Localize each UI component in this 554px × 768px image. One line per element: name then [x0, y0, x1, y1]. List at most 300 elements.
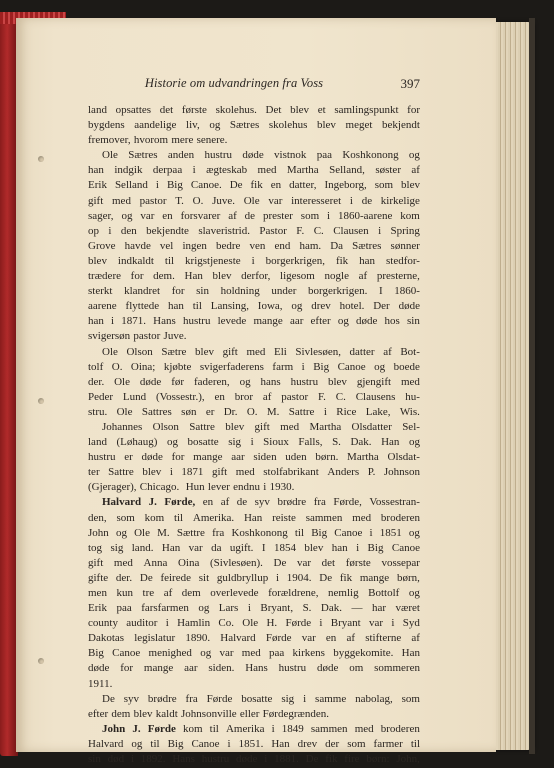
word: som: [300, 209, 320, 222]
word: Ole: [102, 149, 118, 162]
text-line: [88, 526, 420, 541]
text-line: [88, 616, 420, 631]
word: en: [325, 632, 337, 645]
word: kirkelige: [380, 194, 420, 207]
word: guldbryllup: [216, 571, 269, 584]
word: i: [303, 692, 307, 705]
word: i: [227, 737, 231, 750]
word: nogle: [324, 270, 349, 283]
word: og: [115, 526, 127, 539]
word: i: [111, 315, 115, 328]
word: blev: [304, 541, 324, 554]
word: interesseret: [291, 194, 342, 207]
word: Juve.: [212, 194, 235, 207]
word: Han: [401, 647, 420, 660]
word: Big: [313, 360, 330, 373]
word: han: [359, 254, 376, 267]
word: Han: [381, 436, 400, 449]
word: i: [301, 360, 305, 373]
word: John,: [396, 753, 420, 766]
word: under: [271, 285, 297, 298]
word: Grove: [88, 239, 116, 252]
text-line: [88, 103, 420, 118]
word: nabolag,: [355, 692, 393, 705]
word: 1890.: [185, 632, 211, 645]
word: Han: [184, 270, 203, 283]
word: De: [319, 571, 333, 584]
word: Selland,: [329, 164, 365, 177]
word: til: [173, 511, 184, 524]
word: og: [209, 119, 221, 132]
word: De: [102, 692, 115, 705]
word: Eli: [273, 345, 287, 358]
bold-word: Førde: [147, 722, 176, 735]
binding-hole: [38, 658, 44, 664]
word: hustru: [278, 662, 307, 675]
word: bosatte: [187, 436, 219, 449]
word: indgik: [114, 164, 143, 177]
word: Sattres: [141, 405, 172, 418]
word: fik: [335, 254, 349, 267]
word: Co.: [218, 617, 234, 630]
word: og: [337, 315, 349, 328]
word: som: [374, 179, 394, 192]
text-line: [88, 209, 420, 224]
word: en: [270, 179, 282, 192]
word: i: [275, 571, 280, 584]
text-line: [88, 390, 420, 405]
word: de: [244, 209, 256, 222]
word: reiste: [272, 511, 296, 524]
word: var: [369, 617, 384, 630]
word: hustru: [290, 375, 319, 388]
word: ven: [249, 239, 266, 252]
word: døde: [236, 753, 258, 766]
word: Clausens: [355, 390, 396, 403]
word: døde: [88, 662, 110, 675]
word: Erik: [88, 179, 107, 192]
word: for: [171, 285, 185, 298]
word: som: [401, 692, 420, 705]
word: Ole: [134, 526, 150, 539]
word: stifterne: [365, 632, 402, 645]
word: i: [169, 466, 173, 479]
line-text: svigersøn pastor Juve.: [88, 330, 187, 343]
word: C.: [313, 224, 324, 237]
word: hustru: [201, 753, 230, 766]
word: faderen,: [193, 375, 230, 388]
text-line: [88, 586, 420, 601]
word: prester: [262, 209, 293, 222]
word: Der: [373, 300, 390, 313]
word: Anna: [143, 556, 168, 569]
word: sig: [281, 692, 295, 705]
word: til: [164, 254, 175, 267]
word: mange: [143, 662, 174, 675]
word: kom: [144, 511, 165, 524]
word: farmer: [373, 737, 403, 750]
word: fik: [339, 571, 353, 584]
word: tolf: [88, 360, 104, 373]
word: skolehus: [268, 119, 308, 132]
word: sammen: [310, 722, 348, 735]
word: hotel.: [339, 300, 365, 313]
word: til: [192, 300, 202, 313]
word: Olson: [126, 345, 153, 358]
word: aandelige: [134, 119, 177, 132]
word: Martha: [347, 451, 379, 464]
word: auditor: [126, 617, 158, 630]
word: borgerkrigen,: [265, 254, 325, 267]
word: af: [358, 270, 368, 283]
word: land: [88, 436, 107, 449]
word: bror: [234, 390, 254, 403]
word: Johannes: [102, 420, 143, 433]
word: Big: [88, 647, 104, 660]
word: Canoe: [391, 541, 420, 554]
word: flyttede: [125, 300, 160, 313]
word: Dr.: [223, 405, 238, 418]
word: derfor,: [241, 270, 271, 283]
bold-word: John: [102, 722, 126, 735]
word: første: [181, 104, 207, 116]
word: ægteskab: [206, 164, 248, 177]
text-line: [88, 329, 420, 344]
word: bosatte: [241, 692, 273, 705]
word: 1892.: [140, 753, 166, 766]
text-line: [88, 269, 420, 284]
word: Lansing,: [210, 300, 249, 313]
word: 1871.: [121, 315, 147, 328]
word: Bryant,: [260, 602, 294, 615]
word: i: [369, 526, 373, 539]
word: den: [120, 224, 137, 237]
word: (Løhaug): [116, 436, 158, 449]
word: 1904.: [286, 571, 312, 584]
text-line: [88, 163, 420, 178]
word: M.: [266, 405, 280, 418]
word: en: [214, 390, 225, 403]
word: slaveristrid.: [198, 224, 250, 237]
word: været: [395, 602, 420, 615]
word: børn:: [366, 753, 390, 766]
word: skolehus.: [215, 104, 257, 116]
word: og: [166, 436, 178, 449]
word: fik: [325, 753, 338, 766]
word: nemlig: [328, 587, 359, 599]
word: første: [345, 556, 371, 569]
word: Han: [161, 541, 181, 554]
word: og: [408, 526, 420, 539]
word: liv,: [186, 119, 200, 132]
word: Peder: [88, 390, 114, 403]
text-line: [88, 631, 420, 646]
word: Falls,: [298, 436, 323, 449]
word: Koshkonong: [231, 526, 288, 539]
word: gifte: [88, 571, 109, 584]
word: af: [411, 164, 420, 177]
text-line: [88, 722, 420, 737]
word: meget: [345, 119, 373, 132]
text-line: [88, 284, 420, 299]
word: drev: [311, 300, 331, 313]
word: aar: [289, 315, 304, 328]
text-line: [88, 420, 420, 435]
word: til: [410, 737, 420, 750]
word: Koshkonong: [342, 149, 399, 162]
word: Big: [367, 541, 384, 554]
word: 1851: [379, 526, 402, 539]
word: Canoe: [334, 526, 363, 539]
word: county: [88, 617, 118, 630]
text-line: [88, 435, 420, 450]
word: vistnok: [274, 149, 307, 162]
word: i: [378, 224, 382, 237]
word: stolfabrikant: [263, 466, 319, 479]
text-line: [88, 692, 420, 707]
page-header: [88, 76, 420, 96]
word: Bryant: [330, 617, 361, 630]
word: Sætres: [352, 239, 382, 252]
word: af: [346, 632, 356, 645]
word: Selland: [114, 179, 148, 192]
word: Big: [167, 737, 184, 750]
word: De: [305, 753, 319, 766]
text-line: [88, 450, 420, 465]
word: kjøbte: [163, 360, 192, 373]
word: F.: [317, 390, 326, 403]
word: borgerkrigen.: [308, 285, 368, 298]
page-number: 397: [400, 76, 420, 91]
word: Halvard: [88, 737, 124, 750]
word: og: [291, 300, 303, 313]
word: holdning: [220, 285, 260, 298]
word: Sel-: [402, 420, 420, 433]
text-line: [88, 224, 420, 239]
word: mange: [253, 315, 283, 328]
text-line: [88, 661, 420, 676]
word: i: [327, 209, 331, 222]
word: var: [188, 541, 203, 554]
running-title: Historie om udvandringen fra Voss: [144, 76, 324, 90]
word: Hans: [245, 662, 268, 675]
word: De: [139, 571, 153, 584]
word: Spring: [390, 224, 420, 237]
word: John: [88, 526, 109, 539]
word: pastor: [139, 194, 167, 207]
word: blev: [316, 119, 336, 132]
word: stedfor-: [385, 254, 420, 267]
word: Det: [265, 104, 282, 116]
word: en: [162, 209, 173, 222]
word: mange: [359, 571, 390, 584]
word: sønner: [390, 239, 420, 252]
text-line: [88, 601, 420, 616]
word: døde: [139, 375, 162, 388]
word: og: [374, 360, 386, 373]
word: Olson: [152, 420, 179, 433]
word: blev: [88, 254, 107, 267]
word: i: [356, 541, 360, 554]
word: er: [124, 451, 133, 464]
word: O.: [111, 360, 123, 373]
binding-hole: [38, 398, 44, 404]
word: Førde: [206, 692, 233, 705]
word: Oina: [177, 556, 200, 569]
word: gjengift: [356, 375, 392, 388]
word: hustru: [88, 451, 116, 464]
word: Lake,: [365, 405, 391, 418]
word: Bot-: [400, 345, 420, 358]
word: var: [140, 209, 155, 222]
word: trædere: [88, 270, 121, 283]
word: for: [130, 270, 144, 283]
word: ligesom: [280, 270, 315, 283]
word: Sætres: [128, 149, 158, 162]
word: Hans: [172, 753, 195, 766]
word: syv: [123, 692, 140, 705]
word: søn: [181, 405, 197, 418]
word: hos: [384, 315, 400, 328]
word: bygdens: [88, 119, 125, 132]
word: Da: [330, 239, 344, 252]
word: død: [107, 753, 125, 766]
text-line: [88, 178, 420, 193]
word: pastor: [281, 390, 309, 403]
word: han: [88, 164, 104, 177]
word: 1851.: [238, 737, 264, 750]
word: var: [268, 194, 283, 207]
word: menighed: [148, 647, 192, 660]
word: end: [274, 239, 291, 252]
text-line: [88, 375, 420, 390]
word: Sattre: [108, 466, 134, 479]
word: til: [209, 722, 219, 735]
word: levede: [217, 315, 247, 328]
word: børn.: [315, 451, 339, 464]
body-text: [88, 103, 420, 767]
word: I: [261, 541, 266, 554]
word: der: [325, 737, 340, 750]
word: Amerika: [225, 722, 265, 735]
word: med: [280, 420, 300, 433]
word: sager,: [88, 209, 114, 222]
word: fire: [344, 753, 360, 766]
word: gift: [254, 420, 270, 433]
word: som: [116, 511, 135, 524]
word: siden.: [208, 662, 235, 675]
word: fra: [313, 496, 326, 509]
word: indkaldt: [117, 254, 154, 267]
binding-hole: [38, 156, 44, 162]
word: døde: [398, 300, 420, 313]
word: for: [171, 451, 185, 464]
word: land: [88, 104, 107, 116]
word: Ole: [102, 345, 118, 358]
word: hustru: [182, 315, 211, 328]
word: han: [331, 541, 348, 554]
word: da: [211, 541, 222, 554]
word: med: [241, 647, 261, 660]
word: S.: [332, 436, 341, 449]
word: I: [378, 285, 383, 298]
word: gift: [88, 194, 104, 207]
word: Bottolf: [368, 587, 400, 599]
word: —: [351, 602, 363, 615]
word: sit: [198, 571, 210, 584]
word: og: [200, 647, 212, 660]
word: af: [163, 587, 173, 599]
word: hans: [260, 375, 281, 388]
word: farm: [272, 360, 294, 373]
text-line: [88, 752, 420, 767]
word: sig: [228, 436, 242, 449]
word: gift: [222, 345, 238, 358]
word: men: [88, 587, 107, 599]
word: havde: [124, 239, 151, 252]
word: om: [349, 662, 364, 675]
word: dem: [181, 587, 201, 599]
word: var: [296, 556, 312, 569]
word: opsattes: [115, 104, 152, 116]
word: børn,: [396, 571, 420, 584]
word: for: [407, 104, 420, 116]
word: har: [371, 602, 387, 615]
word: Sattre: [189, 420, 215, 433]
word: tre: [142, 587, 155, 599]
word: de: [361, 194, 373, 207]
word: 1881.: [274, 753, 299, 766]
word: Martha: [309, 420, 342, 433]
word: han: [88, 315, 104, 328]
word: Canoe: [337, 360, 366, 373]
word: med: [352, 511, 372, 524]
word: (Vossestr.),: [155, 390, 205, 403]
word: op: [88, 224, 99, 237]
bold-word: J.: [148, 496, 157, 509]
word: samme: [315, 692, 347, 705]
word: med: [400, 375, 420, 388]
word: Hamlin: [177, 617, 211, 630]
word: som: [347, 737, 366, 750]
text-line: [88, 556, 420, 571]
word: i: [323, 405, 327, 418]
word: Han: [243, 511, 263, 524]
word: sammen: [305, 511, 343, 524]
word: fra: [185, 692, 198, 705]
word: Førde: [285, 617, 312, 630]
word: før: [171, 375, 185, 388]
word: Halvard: [220, 632, 256, 645]
bold-word: Halvard: [102, 496, 142, 509]
word: i: [192, 164, 196, 177]
word: paa: [116, 602, 132, 615]
word: af: [383, 345, 392, 358]
word: 1854: [273, 541, 296, 554]
word: i: [391, 617, 395, 630]
word: blev: [401, 179, 420, 192]
word: og: [198, 602, 210, 615]
word: var: [219, 647, 234, 660]
word: i: [264, 753, 268, 766]
word: Ole: [242, 617, 259, 630]
word: broderen: [380, 722, 420, 735]
word: anden: [167, 149, 195, 162]
word: til: [150, 737, 160, 750]
text-line: [88, 345, 420, 360]
word: og: [131, 737, 143, 750]
word: til: [294, 526, 305, 539]
